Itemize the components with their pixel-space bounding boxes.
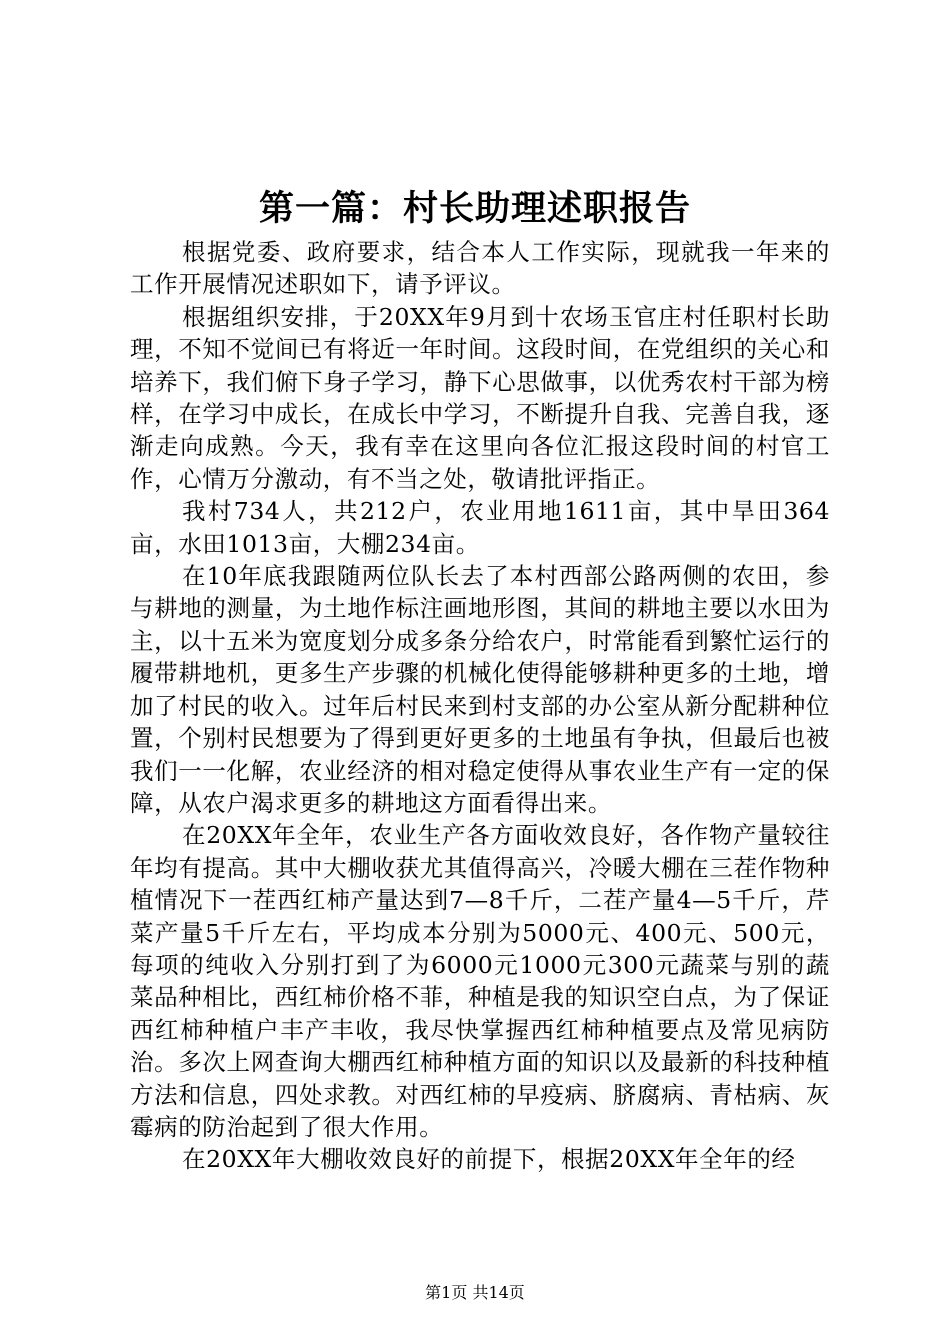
- paragraph-4: 在10年底我跟随两位队长去了本村西部公路两侧的农田，参与耕地的测量，为土地作标注画地形图，其间的耕地主要以水田为主，以十五米为宽度划分成多条分给农户，时常能看到繁忙运行的履带耕地机，更多生产步骤的机械化使得能够耕种更多的土地，增加了村民的收入。过年后村民来到村支部的办公室从新分配耕种位置，个别村民想要为了得到更好更多的土地虽有争执，但最后也被我们一一化解，农业经济的相对稳定使得从事农业生产有一定的保障，从农户渴求更多的耕地这方面看得出来。: [130, 562, 830, 817]
- paragraph-5: 在20XX年全年，农业生产各方面收效良好，各作物产量较往年均有提高。其中大棚收获尤其值得高兴，冷暖大棚在三茬作物种植情况下一茬西红柿产量达到7—8千斤，二茬产量4—5千斤，芹菜产量5千斤左右，平均成本分别为5000元、400元、500元，每项的纯收入分别打到了为6000元1000元300元蔬菜与别的蔬菜品种相比，西红柿价格不菲，种植是我的知识空白点，为了保证西红柿种植户丰产丰收，我尽快掌握西红柿种植要点及常见病防治。多次上网查询大棚西红柿种植方面的知识以及最新的科技种植方法和信息，四处求教。对西红柿的早疫病、脐腐病、青枯病、灰霉病的防治起到了很大作用。: [130, 821, 830, 1141]
- document-title: 第一篇：村长助理述职报告: [258, 189, 691, 229]
- document-body: [130, 236, 830, 1176]
- paragraph-3: 我村734人，共212户，农业用地1611亩，其中旱田364亩，水田1013亩，大棚234亩。: [130, 497, 830, 558]
- paragraph-1: 根据党委、政府要求，结合本人工作实际，现就我一年来的工作开展情况述职如下，请予评议。: [130, 238, 830, 299]
- page-number-footer: 第1页 共14页: [425, 1283, 525, 1302]
- paragraph-6: 在20XX年大棚收效良好的前提下，根据20XX年全年的经: [182, 1145, 796, 1174]
- paragraph-2: 根据组织安排，于20XX年9月到十农场玉官庄村任职村长助理，不知不觉间已有将近一年时间。这段时间，在党组织的关心和培养下，我们俯下身子学习，静下心思做事，以优秀农村干部为榜样，在学习中成长，在成长中学习，不断提升自我、完善自我，逐渐走向成熟。今天，我有幸在这里向各位汇报这段时间的村官工作，心情万分激动，有不当之处，敬请批评指正。: [130, 302, 830, 493]
